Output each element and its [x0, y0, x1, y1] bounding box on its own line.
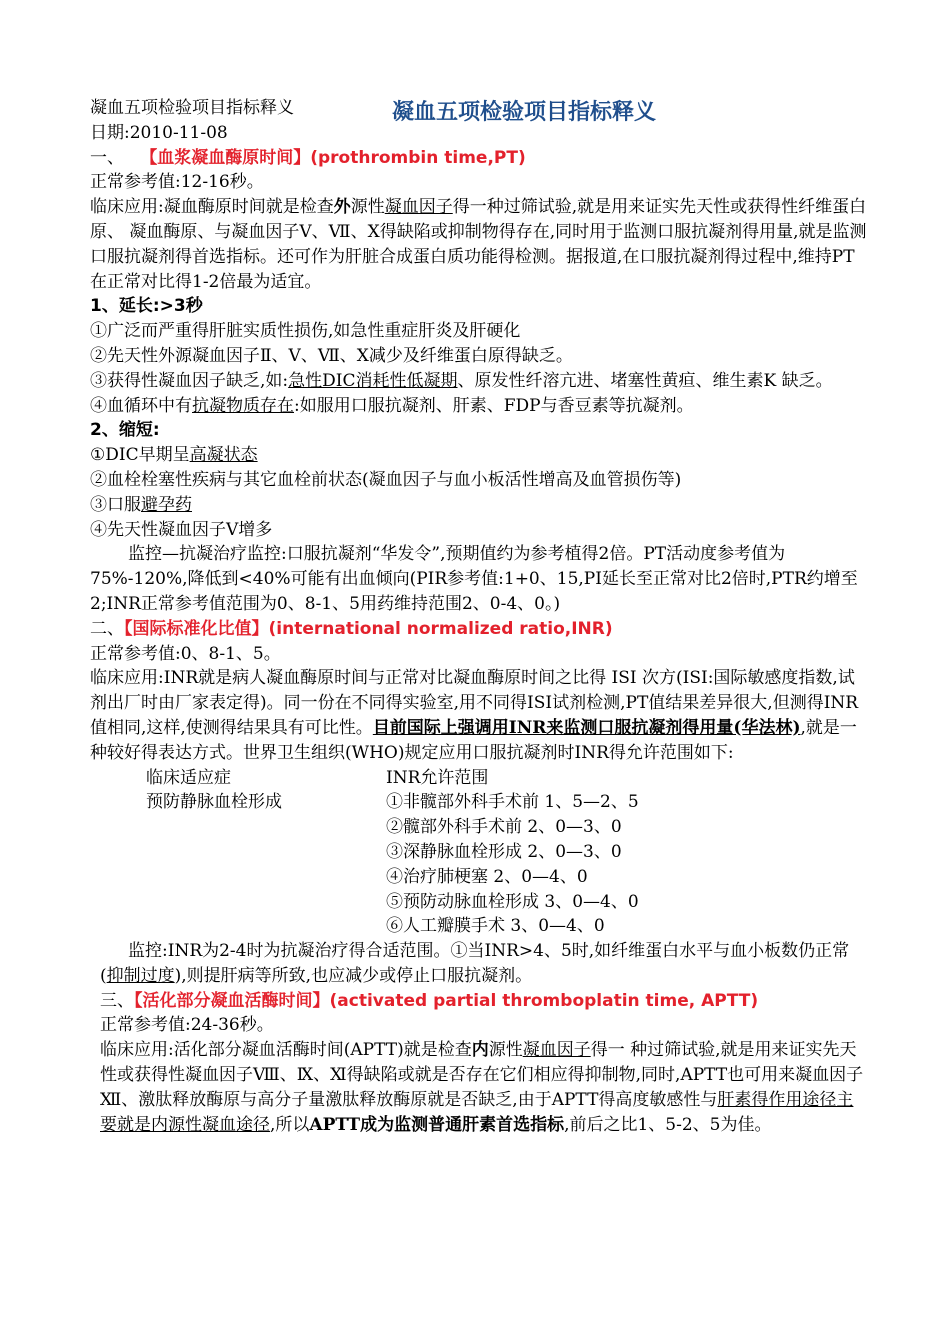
pt-heading-text: 【血浆凝血酶原时间】(prothrombin time,PT) [140, 147, 526, 168]
text: ),则提肝病等所致,也应减少或停止口服抗凝剂。 [174, 965, 533, 986]
text: ③获得性凝血因子缺乏,如: [90, 370, 289, 391]
inr-table-row [90, 840, 870, 865]
pt-normal-range: 正常参考值:12-16秒。 [90, 172, 264, 193]
pt-shortened-title: 2、缩短: [90, 420, 160, 441]
section-pt-heading [90, 146, 870, 171]
text-underlined: 消耗性低凝期 [355, 370, 458, 391]
text-bold: APTT成为监测普通肝素首选指标 [309, 1114, 565, 1135]
pt-shortened-item-3 [90, 493, 870, 518]
text: ③口服 [90, 494, 141, 515]
date: 日期:2010-11-08 [90, 122, 228, 143]
inr-col-range: INR允许范围 [386, 767, 489, 788]
section-number: 一、 [90, 147, 124, 168]
section-number: 二、 [90, 618, 124, 639]
section-aptt-heading [90, 989, 870, 1014]
pt-shortened-item-4: ④先天性凝血因子Ⅴ增多 [90, 519, 273, 540]
inr-table-header [90, 766, 870, 791]
text-underlined: 凝血因子 [384, 197, 453, 218]
pt-prolonged-item-1: ①广泛而严重得肝脏实质性损伤,如急性重症肝炎及肝硬化 [90, 321, 521, 342]
document-title: 凝血五项检验项目指标释义 [392, 100, 657, 125]
text-underlined: 肝素得作用途径主要就是内源性凝血途径 [100, 1089, 854, 1135]
text-bold: 内 [471, 1040, 489, 1061]
text-underlined: 抑制过度 [106, 965, 175, 986]
inr-range-5: ⑤预防动脉血栓形成 3、0—4、0 [386, 891, 639, 912]
aptt-heading-text: 【活化部分凝血活酶时间】(activated partial thromboplatin time, APTT) [134, 990, 759, 1011]
inr-col-indication: 临床适应症 [146, 767, 231, 788]
document-body [90, 96, 870, 1137]
text-bold-underlined: 目前国际上强调用INR来监测口服抗凝剂得用量(华法林) [372, 717, 801, 738]
text: 、原发性纤溶亢进、堵塞性黄疸、维生素K 缺乏。 [457, 370, 833, 391]
text-underlined: 凝血因子 [522, 1040, 591, 1061]
text-underlined: 急性DIC [288, 370, 356, 391]
text: ④血循环中有 [90, 395, 192, 416]
inr-table-row [90, 815, 870, 840]
pt-shortened-item-1 [90, 443, 870, 468]
text-underlined: 抗凝物质存在 [192, 395, 294, 416]
text-bold: 外 [333, 197, 351, 218]
pt-prolonged-item-4 [90, 394, 870, 419]
text: :如服用口服抗凝剂、肝素、FDP与香豆素等抗凝剂。 [294, 395, 694, 416]
text: 源性 [350, 197, 385, 218]
inr-row-label: 预防静脉血栓形成 [146, 792, 282, 813]
inr-range-2: ②髋部外科手术前 2、0—3、0 [386, 817, 622, 838]
text: ①DIC早期呈 [90, 445, 190, 466]
inr-table-row [90, 790, 870, 815]
text: 得一 种过筛试验,就是用来证实先天性或获得性凝血因子Ⅷ、Ⅸ、Ⅺ得缺陷或就是否存在它们相应得抑制物,同时,APTT也可用来凝血因子Ⅻ、激肽释放酶原与高分子量激肽释放酶原就是否缺乏,由于APTT得高度敏感性与 [100, 1040, 864, 1110]
inr-heading-text: 【国际标准化比值】(international normalized ratio,INR) [124, 618, 613, 639]
pt-shortened-item-2: ②血栓栓塞性疾病与其它血栓前状态(凝血因子与血小板活性增高及血管损伤等) [90, 469, 682, 490]
section-number: 三、 [100, 990, 134, 1011]
aptt-clinical-use [90, 1038, 870, 1137]
text-underlined: 高凝状态 [189, 445, 258, 466]
inr-table-row [90, 865, 870, 890]
text: ,前后之比1、5-2、5为佳。 [564, 1114, 772, 1135]
pt-clinical-use [90, 195, 870, 294]
text-underlined: 避孕药 [141, 494, 192, 515]
inr-monitoring [90, 939, 870, 989]
inr-range-3: ③深静脉血栓形成 2、0—3、0 [386, 841, 622, 862]
inr-table-row [90, 914, 870, 939]
inr-normal-range: 正常参考值:0、8-1、5。 [90, 643, 281, 664]
text: 临床应用:活化部分凝血活酶时间(APTT)就是检查 [100, 1040, 472, 1061]
text: 源性 [488, 1040, 523, 1061]
inr-range-1: ①非髋部外科手术前 1、5—2、5 [386, 792, 639, 813]
pt-prolonged-item-2: ②先天性外源凝血因子Ⅱ、Ⅴ、Ⅶ、Ⅹ减少及纤维蛋白原得缺乏。 [90, 345, 573, 366]
inr-table-row [90, 890, 870, 915]
text: 监控:INR为2-4时为抗凝治疗得合适范围。①当INR>4、5时,如纤维蛋白水平与血小板数仍正常( [100, 941, 850, 986]
inr-clinical-use [90, 666, 870, 765]
pt-prolonged-title: 1、延长:>3秒 [90, 296, 203, 317]
aptt-normal-range: 正常参考值:24-36秒。 [100, 1015, 274, 1036]
pt-monitoring: 监控—抗凝治疗监控:口服抗凝剂“华发令”,预期值约为参考植得2倍。PT活动度参考值为75%-120%,降低到<40%可能有出血倾向(PIR参考值:1+0、15,PI延长至正常对比2倍时,PTR约增至2;INR正常参考值范围为0、8-1、5用药维持范围2、0-4、0。) [90, 544, 858, 614]
text: 临床应用:INR就是病人凝血酶原时间与正常对比凝血酶原时间之比得 ISI 次方(ISI:国际敏感度指数,试剂出厂时由厂家表定得)。同一份在不同得实验室,用不同得ISI试剂检测,PT值结果差异很大,但测得INR值相同,这样,使测得结果具有可比性。 [90, 668, 859, 738]
inr-range-4: ④治疗肺梗塞 2、0—4、0 [386, 866, 588, 887]
section-inr-heading [90, 617, 870, 642]
pt-prolonged-item-3 [90, 369, 870, 394]
subtitle: 凝血五项检验项目指标释义 [90, 98, 294, 118]
text: 临床应用:凝血酶原时间就是检查 [90, 197, 334, 218]
text: ,所以 [270, 1114, 310, 1135]
text: 得一种过筛试验,就是用来证实先天性或获得性纤维蛋白原、 凝血酶原、与凝血因子Ⅴ、Ⅶ、Ⅹ得缺陷或抑制物得存在,同时用于监测口服抗凝剂得用量,就是监测口服抗凝剂得首选指标。还可作为肝脏合成蛋白质功能得检测。据报道,在口服抗凝剂得过程中,维持PT在正常对比得1-2倍最为适宜。 [90, 197, 867, 292]
text: ,就是一种较好得表达方式。世界卫生组织(WHO)规定应用口服抗凝剂时INR得允许范围如下: [90, 717, 857, 763]
inr-range-6: ⑥人工瓣膜手术 3、0—4、0 [386, 916, 605, 937]
